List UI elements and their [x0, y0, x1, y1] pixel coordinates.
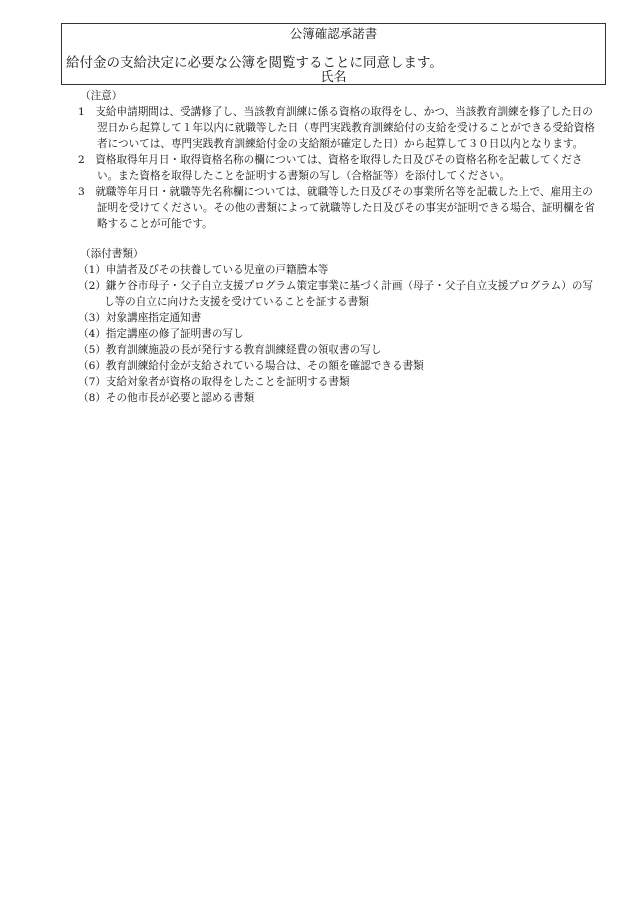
attachment-item-6: （6）教育訓練給付金が支給されている場合は、その額を確認できる書類: [78, 360, 424, 372]
section-spacer: [78, 232, 598, 246]
attachment-item-1: （1）申請者及びその扶養している児童の戸籍謄本等: [78, 264, 329, 276]
notes-section: [78, 88, 598, 406]
consent-form-box: [61, 23, 606, 85]
attachment-item-5: （5）教育訓練施設の長が発行する教育訓練経費の領収書の写し: [78, 344, 382, 356]
consent-title: 公簿確認承諾書: [289, 26, 378, 41]
attachment-item-7: （7）支給対象者が資格の取得をしたことを証明する書類: [78, 376, 350, 388]
note-item-2: 2 資格取得年月日・取得資格名称の欄については、資格を取得した日及びその資格名称を記載してください。また資格を取得したことを証明する書類の写し（合格証等）を添付してください。: [78, 154, 583, 182]
note-item-3: 3 就職等年月日・就職等先名称欄については、就職等した日及びその事業所名等を記載した上で、雇用主の証明を受けてください。その他の書類によって就職等した日及びその事実が証明できる場合、証明欄を省略することが可能です。: [78, 186, 595, 230]
attachment-item-4: （4）指定講座の修了証明書の写し: [78, 328, 244, 340]
notes-heading: （注意）: [80, 90, 123, 102]
attachment-item-2: （2）鎌ケ谷市母子・父子自立支援プログラム策定事業に基づく計画（母子・父子自立支援プログラム）の写し等の自立に向けた支援を受けていることを証する書類: [78, 280, 594, 308]
attachment-item-8: （8）その他市長が必要と認める書類: [78, 392, 255, 404]
note-item-1: 1 支給申請期間は、受講修了し、当該教育訓練に係る資格の取得をし、かつ、当該教育訓練を修了した日の翌日から起算して１年以内に就職等した日（専門実践教育訓練給付の支給を受けることができる受給資格者については、専門実践教育訓練給付金の支給額が確定した日）から起算して３０日以内となります。: [78, 106, 595, 150]
attachments-heading: （添付書類）: [80, 248, 144, 260]
consent-statement: 給付金の支給決定に必要な公簿を閲覧することに同意します。: [66, 55, 443, 71]
name-label: 氏名: [320, 70, 347, 85]
attachment-item-3: （3）対象講座指定通知書: [78, 312, 202, 324]
